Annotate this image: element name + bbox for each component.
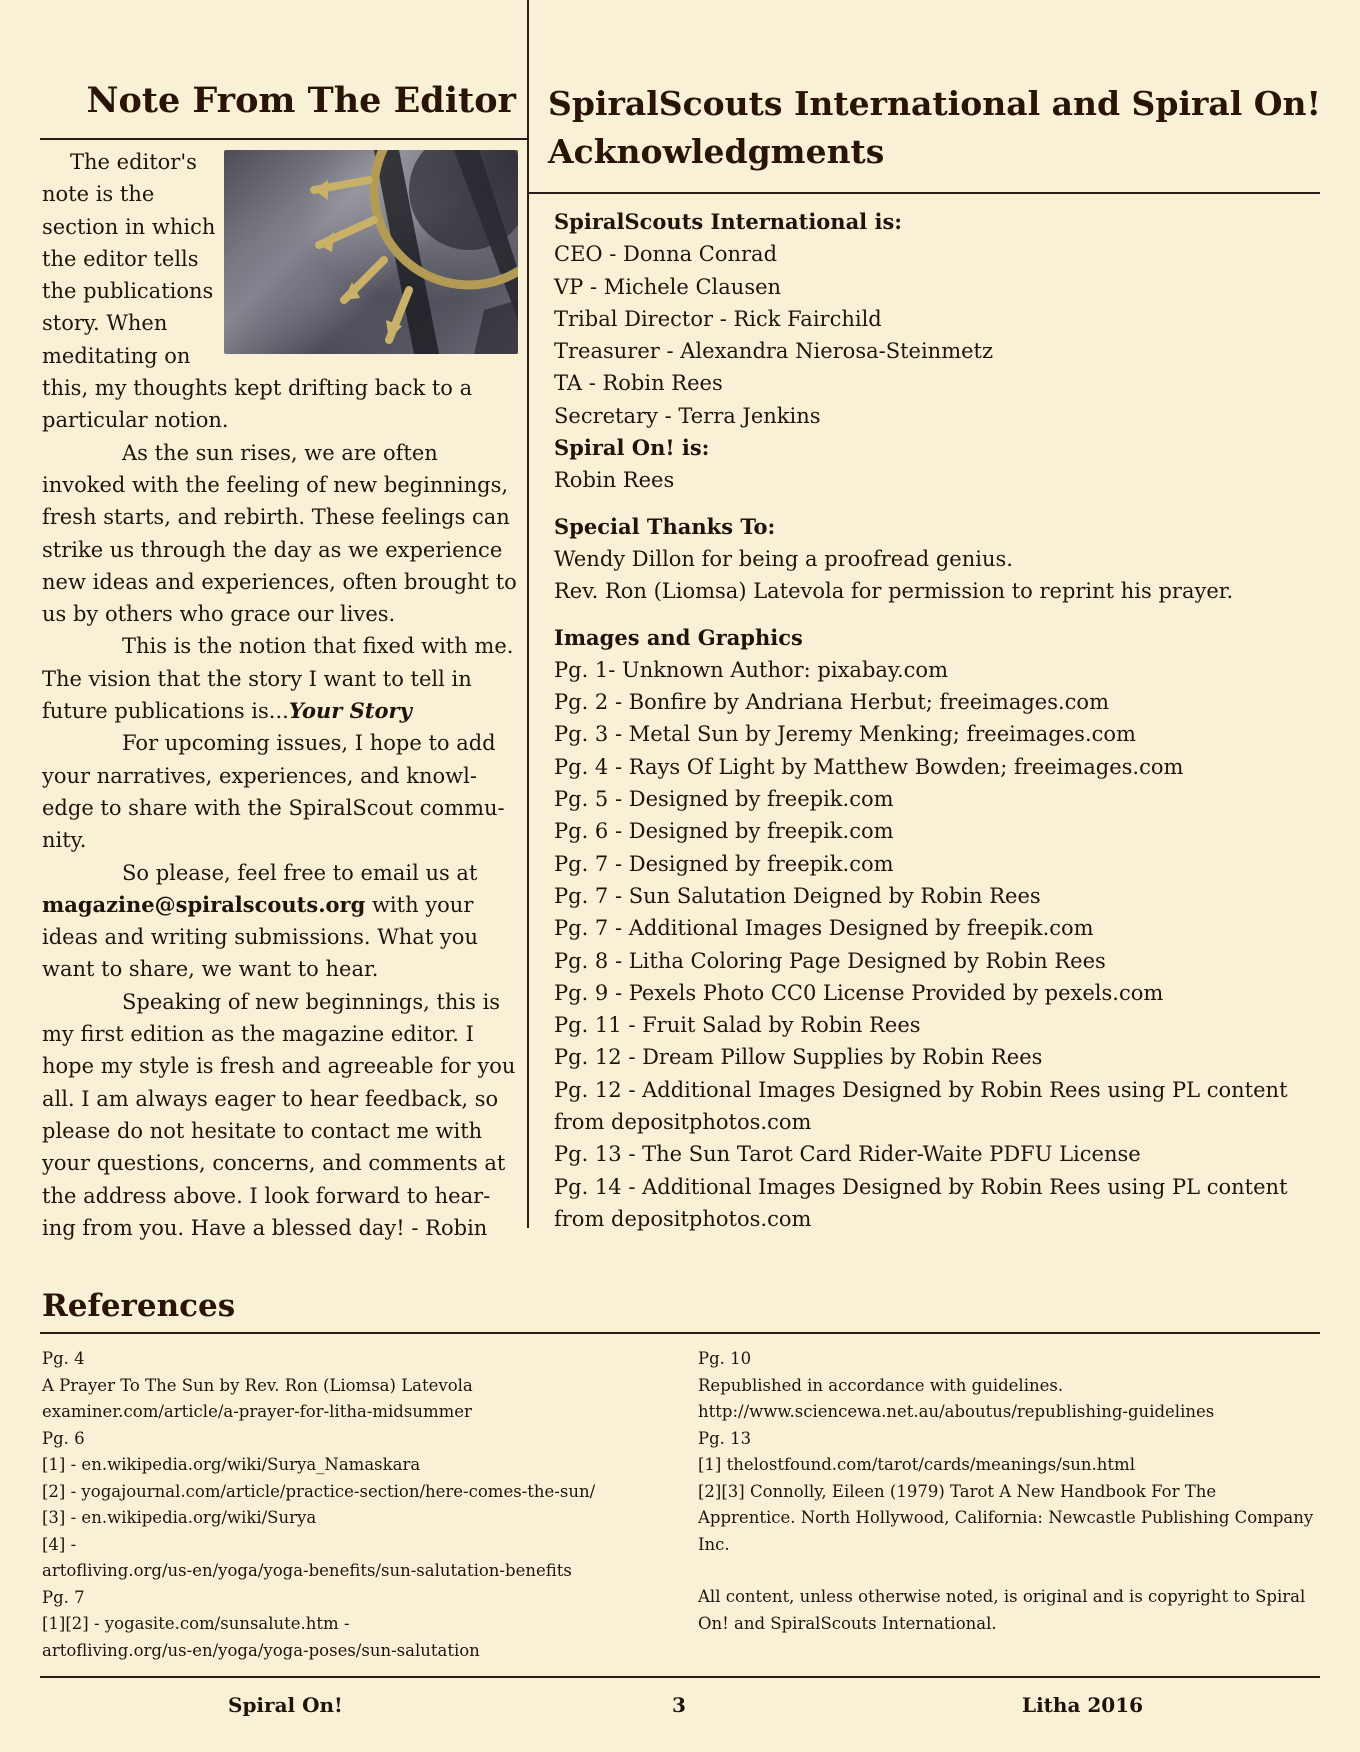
editor-note [42,146,518,1244]
ack-title-rule [529,192,1320,194]
reference-line: [1] thelostfound.com/tarot/cards/meanings/sun.html [698,1455,1135,1474]
org-heading: SpiralScouts International is: [554,209,903,234]
editor-paragraph-6: Speaking of new beginnings, this is my first edition as the magazine editor. I hope my style is fresh and agreeable for you all. I am always eager to hear feedback, so please do not hesitate to contact me with your questions, concerns, and comments at the address above. I look forward to hear-ing from you. Have a blessed day! - Robin [42,989,516,1240]
thanks-heading: Special Thanks To: [554,513,776,539]
editor-paragraph-2: As the sun rises, we are often invoked with the feeling of new beginnings, fresh starts, and rebirth. These feelings can strike us through the day as we experience new ideas and experiences, often brought to us by others who grace our lives. [42,440,517,627]
reference-line: artofliving.org/us-en/yoga/yoga-benefits/sun-salutation-benefits [42,1561,572,1580]
footer-publication: Spiral On! [228,1693,343,1717]
editor-paragraph-5b-text: with your ideas and writing submissions. What you want to share, we want to hear. [42,892,478,982]
ack-title-line2: Acknowledgments [548,132,885,171]
org-member: CEO - Donna Conrad [554,242,778,267]
reference-line: Pg. 13 [698,1428,752,1448]
image-credit: Pg. 12 - Dream Pillow Supplies by Robin Rees [554,1045,1043,1070]
reference-line: artofliving.org/us-en/yoga/yoga-poses/sun-salutation [42,1640,480,1660]
image-credit: Pg. 14 - Additional Images Designed by Robin Rees using PL content from depositphotos.com [554,1174,1288,1231]
spiral-member: Robin Rees [554,468,675,493]
reference-line: Pg. 10 [698,1349,752,1368]
org-member: Secretary - Terra Jenkins [554,403,821,428]
image-credit: Pg. 6 - Designed by freepik.com [554,819,894,844]
editor-title: Note From The Editor [86,80,516,121]
reference-line: [4] - [42,1534,77,1554]
references-right [698,1346,1318,1637]
image-credit: Pg. 2 - Bonfire by Andriana Herbut; freeimages.com [554,690,1109,715]
your-story-text: Your Story [288,698,412,724]
editor-paragraph-3 [42,630,518,727]
org-member: Tribal Director - Rick Fairchild [554,306,882,331]
reference-line: [1][2] - yogasite.com/sunsalute.htm - [42,1614,350,1633]
editor-paragraph-4: For upcoming issues, I hope to add your narratives, experiences, and knowl-edge to share with the SpiralScout commu-nity. [42,731,505,853]
references-title: References [42,1288,236,1324]
image-credit: Pg. 4 - Rays Of Light by Matthew Bowden; freeimages.com [554,754,1184,779]
reference-line: [2][3] Connolly, Eileen (1979) Tarot A New Handbook For The Apprentice. North Hollywood, California: Newcastle Publishing Company Inc. [698,1481,1314,1554]
footer-rule [40,1676,1320,1678]
copyright-notice: All content, unless otherwise noted, is original and is copyright to Spiral On! and SpiralScouts International. [698,1587,1306,1633]
reference-line: http://www.sciencewa.net.au/aboutus/republishing-guidelines [698,1402,1215,1421]
image-credit: Pg. 12 - Additional Images Designed by Robin Rees using PL content from depositphotos.com [554,1077,1288,1135]
reference-line: Pg. 6 [42,1428,85,1448]
image-credit: Pg. 5 - Designed by freepik.com [554,787,894,812]
image-credit: Pg. 11 - Fruit Salad by Robin Rees [554,1013,921,1038]
ack-body [554,206,1344,1235]
image-credit: Pg. 7 - Designed by freepik.com [554,851,894,876]
editor-title-rule [40,138,527,140]
ack-title [548,80,1338,176]
email-link[interactable]: magazine@spiralscouts.org [42,891,366,917]
thanks-item: Wendy Dillon for being a proofread genius. [554,546,1013,571]
image-credit: Pg. 9 - Pexels Photo CC0 License Provided by pexels.com [554,980,1164,1005]
thanks-item: Rev. Ron (Liomsa) Latevola for permission to reprint his prayer. [554,579,1234,604]
footer-issue: Litha 2016 [1022,1693,1144,1717]
org-member: Treasurer - Alexandra Nierosa-Steinmetz [554,339,994,364]
reference-line: [2] - yogajournal.com/article/practice-section/here-comes-the-sun/ [42,1481,596,1501]
image-credit: Pg. 13 - The Sun Tarot Card Rider-Waite PDFU License [554,1142,1141,1167]
image-credit: Pg. 1- Unknown Author: pixabay.com [554,657,948,682]
org-member: VP - Michele Clausen [554,274,782,299]
org-member: TA - Robin Rees [554,371,723,396]
reference-line: Pg. 4 [42,1349,85,1368]
image-credit: Pg. 3 - Metal Sun by Jeremy Menking; freeimages.com [554,722,1136,747]
references-rule [40,1332,1320,1334]
reference-line: [3] - en.wikipedia.org/wiki/Surya [42,1508,317,1527]
editor-paragraph-5-text: So please, feel free to email us at [122,860,478,885]
reference-line: [1] - en.wikipedia.org/wiki/Surya_Namaskara [42,1455,421,1474]
page-number: 3 [672,1693,686,1717]
editor-paragraph-1: The editor's note is the section in which the editor tells the publications story. When meditating on this, my thoughts kept drifting back to a particular notion. [42,150,473,433]
image-credit: Pg. 7 - Additional Images Designed by freepik.com [554,916,1094,941]
image-credit: Pg. 7 - Sun Salutation Deigned by Robin Rees [554,883,1041,908]
reference-line: Pg. 7 [42,1587,85,1607]
editor-paragraph-3-text: This is the notion that fixed with me. The vision that the story I want to tell in future publications is... [42,634,514,724]
reference-line: Republished in accordance with guidelines. [698,1375,1064,1395]
references-left [42,1346,682,1664]
metal-sun-photo [224,150,518,354]
column-divider [527,0,529,1228]
reference-line: examiner.com/article/a-prayer-for-litha-midsummer [42,1402,472,1421]
editor-paragraph-5 [42,857,518,986]
ack-title-line1: SpiralScouts International and Spiral On! [548,84,1322,123]
metal-sun-icon [224,150,518,354]
reference-line: A Prayer To The Sun by Rev. Ron (Liomsa) Latevola [42,1375,473,1395]
image-credit: Pg. 8 - Litha Coloring Page Designed by Robin Rees [554,948,1106,973]
images-heading: Images and Graphics [554,624,803,650]
spiral-heading: Spiral On! is: [554,435,710,461]
